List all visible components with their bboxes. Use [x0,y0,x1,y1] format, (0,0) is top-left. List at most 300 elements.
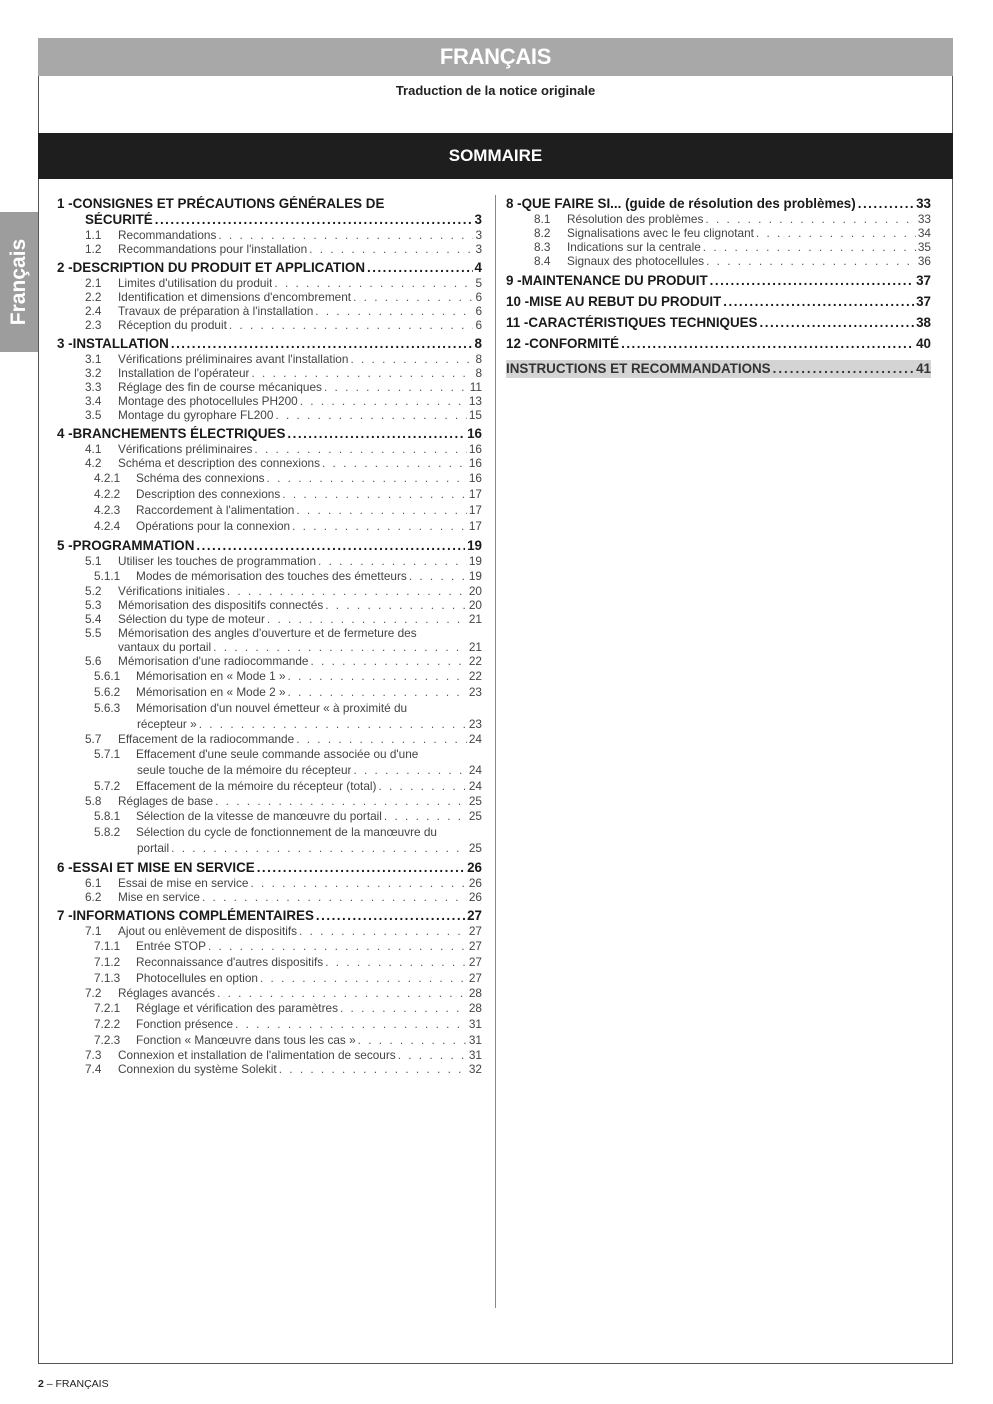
toc-number: 3.4 [85,394,102,408]
toc-chapter[interactable] [57,260,482,276]
toc-page-number: 6 [475,318,482,332]
toc-chapter[interactable] [57,538,482,554]
toc-number: 3.2 [85,366,102,380]
toc-title-text: INSTRUCTIONS ET RECOMMANDATIONS [506,361,771,376]
toc-entry[interactable] [57,732,482,746]
toc-number: 2.2 [85,290,102,304]
toc-page-number: 17 [468,487,482,501]
toc-number: 7.1.1 [94,939,121,953]
toc-number: 6.1 [85,876,102,890]
toc-chapter[interactable] [506,196,931,212]
toc-page-number: 20 [468,584,482,598]
subtitle: Traduction de la notice originale [395,83,596,98]
toc-entry[interactable] [57,626,482,640]
toc-leader [384,808,467,824]
toc-leader [398,1048,467,1062]
toc-entry[interactable] [57,598,482,612]
toc-leader [705,212,915,226]
toc-number: 11 - [506,315,529,330]
toc-title-text: Photocellules en option [136,971,258,985]
toc-entry[interactable] [57,824,482,840]
toc-page-number: 5 [475,276,482,290]
toc-entry[interactable] [57,794,482,808]
toc-title-text: MAINTENANCE DU PRODUIT [521,273,708,288]
toc-page-number: 25 [468,841,482,855]
toc-entry[interactable] [57,612,482,626]
toc-number: 8 - [506,196,522,211]
toc-page-number: 31 [468,1033,482,1047]
toc-title-text: Montage du gyrophare FL200 [118,408,274,422]
toc-number: 5.6.3 [94,701,121,715]
toc-page-number: 26 [467,860,482,875]
toc-title-text: Sélection de la vitesse de manœuvre du portail [136,809,382,823]
toc-page-number: 15 [468,408,482,422]
toc-page-number: 27 [468,939,482,953]
toc-entry[interactable] [57,938,482,954]
toc-leader [282,486,467,502]
toc-entry[interactable] [57,986,482,1000]
toc-title-text: Effacement de la radiocommande [118,732,295,746]
toc-chapter[interactable] [506,336,931,352]
toc-number: 7.2.2 [94,1017,121,1031]
toc-title-text: Mise en service [118,890,200,904]
toc-title-text: INSTALLATION [72,336,169,351]
toc-leader [358,1032,467,1048]
toc-number: 3 - [57,336,73,351]
toc-page-number: 23 [468,717,482,731]
toc-title-text: Installation de l'opérateur [118,366,250,380]
toc-chapter[interactable] [57,908,482,924]
toc-page-number: 3 [475,228,482,242]
toc-entry[interactable] [57,442,482,456]
toc-leader [213,640,467,654]
toc-page-number: 6 [475,290,482,304]
toc-leader [235,1016,467,1032]
toc-page-number: 17 [468,519,482,533]
toc-number: 1.2 [85,242,102,256]
toc-number: 1 - [57,196,73,211]
toc-leader [257,860,465,876]
toc-number: 3.5 [85,408,102,422]
toc-leader [325,954,467,970]
toc-page-number: 13 [468,394,482,408]
toc-title-text: CONFORMITÉ [529,336,620,351]
toc-chapter[interactable] [57,860,482,876]
toc-leader [296,502,467,518]
toc-title-text: Mémorisation en « Mode 2 » [136,685,286,699]
toc-leader [353,290,473,304]
toc-number: 7.1.3 [94,971,121,985]
toc-title-text: Description des connexions [136,487,281,501]
toc-entry[interactable] [57,304,482,318]
toc-number: 5.8.1 [94,809,121,823]
toc-number: 6 - [57,860,73,875]
toc-number: 5.5 [85,626,102,640]
toc-entry[interactable] [57,654,482,668]
toc-title-continued: seule touche de la mémoire du récepteur [137,763,352,777]
toc-title-text: Raccordement à l'alimentation [136,503,295,517]
toc-entry[interactable] [57,290,482,304]
toc-title-text: Limites d'utilisation du produit [118,276,273,290]
toc-number: 7.2 [85,986,102,1000]
toc-leader [309,242,473,256]
toc-entry[interactable] [57,684,482,700]
toc-title-text: Montage des photocellules PH200 [118,394,298,408]
toc-number: 7 - [57,908,73,923]
toc-title-text: Mémorisation des angles d'ouverture et de fermeture des [118,626,417,640]
toc-leader [367,260,473,276]
toc-entry[interactable] [57,486,482,502]
toc-page-number: 31 [468,1017,482,1031]
toc-chapter[interactable] [57,426,482,442]
toc-leader [858,196,914,212]
toc-page-number: 24 [468,779,482,793]
toc-number: 5.7 [85,732,102,746]
toc-entry[interactable] [57,352,482,366]
toc-title-text: Modes de mémorisation des touches des émetteurs [136,569,407,583]
toc-leader [208,938,467,954]
toc-page-number: 6 [475,304,482,318]
toc-number: 8.1 [534,212,551,226]
toc-title-text: Connexion et installation de l'alimentation de secours [118,1048,396,1062]
toc-title-continued: vantaux du portail [118,640,212,654]
toc-number: 5.3 [85,598,102,612]
toc-entry[interactable] [57,1048,482,1062]
toc-page-number: 8 [475,366,482,380]
toc-page-number: 33 [916,196,931,211]
toc-page-number: 28 [468,986,482,1000]
toc-title-text: BRANCHEMENTS ÉLECTRIQUES [72,426,286,441]
toc-number: 12 - [506,336,530,351]
toc-leader [300,394,467,408]
toc-chapter[interactable] [57,336,482,352]
toc-entry[interactable] [57,568,482,584]
toc-title-text: Opérations pour la connexion [136,519,291,533]
toc-title-text: Identification et dimensions d'encombrement [118,290,352,304]
toc-title-text: Résolution des problèmes [567,212,704,226]
toc-title-text: Vérifications préliminaires [118,442,253,456]
toc-number: 1.1 [85,228,102,242]
toc-title-text: MISE AU REBUT DU PRODUIT [529,294,722,309]
toc-number: 4.2.3 [94,503,121,517]
toc-leader [621,336,914,352]
toc-page-number: 11 [469,380,482,394]
toc-entry[interactable] [57,318,482,332]
toc-title-text: Recommandations [118,228,217,242]
toc-number: 5.7.1 [94,747,121,761]
toc-title-text: Effacement d'une seule commande associée ou d'une [136,747,419,761]
toc-entry-continued[interactable] [57,716,482,732]
toc-entry[interactable] [57,876,482,890]
toc-page-number: 8 [474,336,482,351]
toc-leader [275,408,466,422]
toc-title-text: Schéma des connexions [136,471,265,485]
toc-leader [316,908,465,924]
toc-number: 2 - [57,260,73,275]
toc-leader [196,538,465,554]
toc-entry[interactable] [57,394,482,408]
toc-leader [217,986,467,1000]
toc-page-number: 41 [916,361,931,376]
toc-page-number: 40 [916,336,931,351]
toc-number: 8.4 [534,254,551,268]
language-side-tab[interactable] [0,212,38,352]
toc-chapter[interactable] [57,196,482,212]
toc-title-text: Essai de mise en service [118,876,249,890]
toc-number: 4.2.2 [94,487,121,501]
toc-leader [199,716,467,732]
toc-page-number: 33 [917,212,931,226]
toc-entry[interactable] [57,1016,482,1032]
toc-entry[interactable] [57,554,482,568]
toc-page-number: 3 [474,212,482,227]
toc-leader [155,212,473,228]
toc-entry[interactable] [57,380,482,394]
toc-page-number: 21 [468,640,482,654]
toc-leader [171,840,467,856]
toc-page-number: 34 [917,226,931,240]
toc-entry-continued[interactable] [57,840,482,856]
toc-entry[interactable] [57,746,482,762]
toc-entry[interactable] [57,668,482,684]
toc-title-continued: portail [137,841,170,855]
toc-number: 7.2.1 [94,1001,121,1015]
toc-number: 3.1 [85,352,102,366]
column-divider [495,195,496,1308]
toc-page-number: 27 [468,955,482,969]
toc-entry[interactable] [57,242,482,256]
toc-title-text: ESSAI ET MISE EN SERVICE [72,860,255,875]
toc-page-number: 22 [468,669,482,683]
toc-page-number: 19 [467,538,482,553]
toc-title-text: DESCRIPTION DU PRODUIT ET APPLICATION [72,260,366,275]
toc-title-text: Mémorisation en « Mode 1 » [136,669,286,683]
toc-entry[interactable] [506,226,931,240]
toc-chapter[interactable] [506,273,931,289]
toc-number: 5.7.2 [94,779,121,793]
toc-number: 7.1.2 [94,955,121,969]
toc-entry-continued[interactable] [57,762,482,778]
toc-title-text: Effacement de la mémoire du récepteur (total) [136,779,377,793]
language-header: FRANÇAIS [38,38,953,76]
toc-number: 8.3 [534,240,551,254]
toc-page-number: 25 [468,794,482,808]
toc-right-column [506,196,931,378]
toc-title-text: Mémorisation d'une radiocommande [118,654,309,668]
toc-number: 7.1 [85,924,102,938]
toc-leader [215,794,467,808]
toc-chapter[interactable] [506,315,931,331]
toc-title-continued: récepteur » [137,717,197,731]
toc-number: 5.8.2 [94,825,121,839]
toc-title-text: Sélection du type de moteur [118,612,265,626]
toc-title-continued: SÉCURITÉ [85,212,153,227]
toc-entry[interactable] [57,502,482,518]
toc-title-text: Ajout ou enlèvement de dispositifs [118,924,298,938]
toc-title: SOMMAIRE [38,133,953,179]
toc-title-text: Utiliser les touches de programmation [118,554,317,568]
toc-leader [288,668,467,684]
toc-page-number: 28 [468,1001,482,1015]
toc-page-number: 16 [468,442,482,456]
toc-leader [202,890,467,904]
toc-entry[interactable] [57,470,482,486]
toc-leader [409,568,467,584]
toc-page-number: 32 [468,1062,482,1076]
toc-page-number: 26 [468,876,482,890]
toc-entry[interactable] [57,228,482,242]
toc-number: 4.2 [85,456,102,470]
toc-entry[interactable] [57,778,482,794]
toc-entry[interactable] [57,518,482,534]
toc-entry[interactable] [506,212,931,226]
toc-leader [378,778,466,794]
toc-page-number: 31 [468,1048,482,1062]
toc-page-number: 19 [468,569,482,583]
toc-page-number: 16 [467,426,482,441]
toc-page-number: 36 [917,254,931,268]
toc-page-number: 3 [475,242,482,256]
toc-chapter[interactable] [506,294,931,310]
toc-leader [315,304,473,318]
toc-title-text: Signalisations avec le feu clignotant [567,226,754,240]
toc-title-text: Mémorisation des dispositifs connectés [118,598,324,612]
toc-leader [227,584,467,598]
toc-number: 5.6.2 [94,685,121,699]
toc-leader [267,470,467,486]
toc-number: 5.1.1 [94,569,121,583]
toc-number: 5.8 [85,794,102,808]
toc-number: 8.2 [534,226,551,240]
toc-entry[interactable] [57,408,482,422]
toc-page-number: 4 [474,260,482,275]
toc-number: 4.2.1 [94,471,121,485]
toc-entry[interactable] [57,1000,482,1016]
toc-leader [274,276,473,290]
toc-left-column [57,196,482,1076]
toc-entry[interactable] [506,240,931,254]
toc-title-text: QUE FAIRE SI... (guide de résolution des problèmes) [521,196,856,211]
toc-leader [723,294,914,310]
toc-title-text: Réception du produit [118,318,227,332]
toc-entry[interactable] [57,584,482,598]
toc-leader [251,366,473,380]
toc-title-text: CARACTÉRISTIQUES TECHNIQUES [528,315,758,330]
toc-leader [260,970,467,986]
toc-leader [325,598,467,612]
toc-number: 7.2.3 [94,1033,121,1047]
toc-number: 5.6 [85,654,102,668]
toc-page-number: 16 [468,471,482,485]
toc-leader [288,684,467,700]
toc-title-text: Réglage des fin de course mécaniques [118,380,322,394]
toc-page-number: 25 [468,809,482,823]
toc-title-text: Reconnaissance d'autres dispositifs [136,955,324,969]
toc-leader [706,254,916,268]
toc-page-number: 17 [468,503,482,517]
toc-entry[interactable] [57,924,482,938]
toc-entry[interactable] [57,890,482,904]
toc-page-number: 27 [467,908,482,923]
toc-number: 2.1 [85,276,102,290]
toc-leader [710,273,914,289]
toc-title-text: Réglage et vérification des paramètres [136,1001,338,1015]
toc-number: 9 - [506,273,522,288]
toc-entry[interactable] [57,276,482,290]
toc-page-number: 8 [475,352,482,366]
toc-leader [254,442,466,456]
toc-page-number: 22 [468,654,482,668]
toc-page-number: 27 [468,924,482,938]
toc-title-text: Entrée STOP [136,939,206,953]
toc-number: 5 - [57,538,73,553]
toc-leader [171,336,473,352]
toc-entry[interactable] [506,254,931,268]
toc-leader [292,518,467,534]
toc-entry[interactable] [57,1062,482,1076]
toc-number: 5.2 [85,584,102,598]
toc-title-text: Fonction présence [136,1017,234,1031]
toc-entry-continued[interactable] [57,212,482,228]
toc-leader [322,456,467,470]
toc-number: 5.4 [85,612,102,626]
toc-leader [318,554,467,568]
page-footer [38,1378,109,1390]
toc-title-text: PROGRAMMATION [72,538,195,553]
toc-number: 4.1 [85,442,102,456]
toc-page-number: 27 [468,971,482,985]
toc-number: 10 - [506,294,530,309]
toc-leader [299,924,467,938]
toc-leader [296,732,467,746]
toc-page-number: 21 [468,612,482,626]
toc-leader [756,226,916,240]
toc-entry[interactable] [57,970,482,986]
toc-leader [310,654,466,668]
toc-leader [287,426,465,442]
toc-entry[interactable] [57,954,482,970]
toc-entry[interactable] [57,700,482,716]
toc-title-text: CONSIGNES ET PRÉCAUTIONS GÉNÉRALES DE [72,196,385,211]
toc-entry-continued[interactable] [57,640,482,654]
toc-page-number: 23 [468,685,482,699]
toc-chapter[interactable] [506,360,931,378]
toc-entry[interactable] [57,808,482,824]
toc-leader [218,228,473,242]
toc-number: 4.2.4 [94,519,121,533]
toc-page-number: 16 [468,456,482,470]
toc-leader [350,352,473,366]
toc-number: 4 - [57,426,73,441]
toc-leader [324,380,468,394]
toc-number: 7.3 [85,1048,102,1062]
toc-leader [229,318,474,332]
toc-title-text: Travaux de préparation à l'installation [118,304,314,318]
toc-title-text: Recommandations pour l'installation [118,242,308,256]
toc-leader [279,1062,467,1076]
toc-page-number: 24 [468,763,482,777]
toc-number: 5.1 [85,554,102,568]
toc-number: 5.6.1 [94,669,121,683]
toc-entry[interactable] [57,1032,482,1048]
toc-entry[interactable] [57,456,482,470]
toc-page-number: 24 [468,732,482,746]
toc-title-text: Indications sur la centrale [567,240,701,254]
toc-entry[interactable] [57,366,482,380]
side-tab-label: Français [7,238,30,326]
toc-title-text: Mémorisation d'un nouvel émetteur « à proximité du [136,701,408,715]
toc-page-number: 19 [468,554,482,568]
